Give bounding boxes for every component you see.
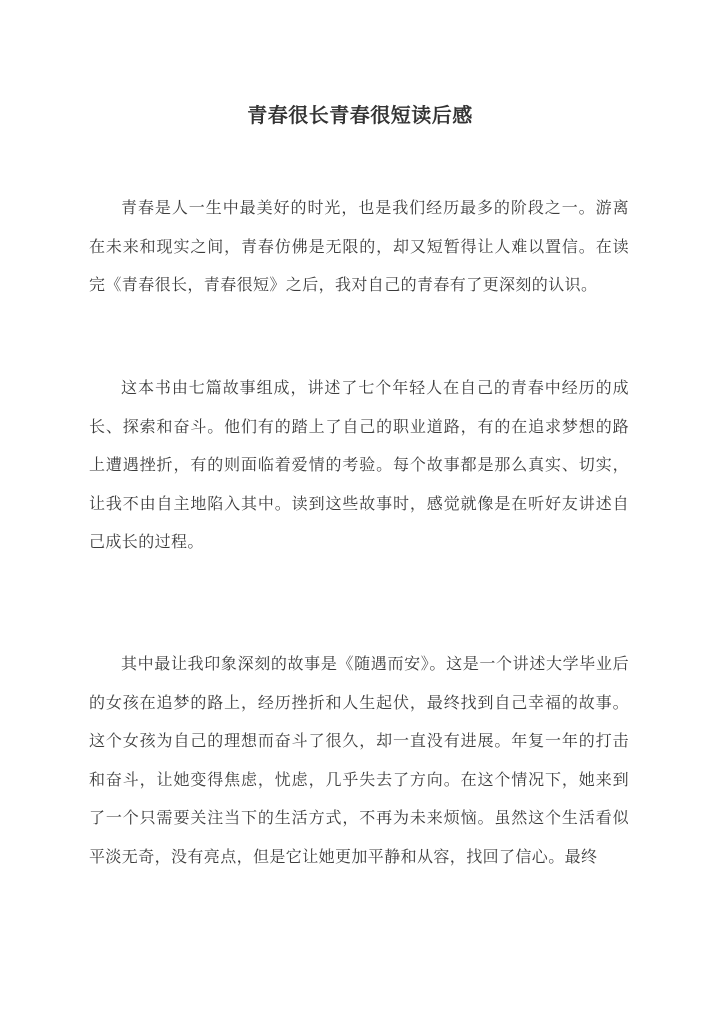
document-title: 青春很长青春很短读后感 — [247, 103, 473, 128]
paragraph-3: 其中最让我印象深刻的故事是《随遇而安》。这是一个讲述大学毕业后的女孩在追梦的路上，经历挫折和人生起伏，最终找到自己幸福的故事。这个女孩为自己的理想而奋斗了很久，却一直没有进展。年复一年的打击和奋斗，让她变得焦虑，忧虑，几乎失去了方向。在这个情况下，她来到了一个只需要关注当下的生活方式，不再为未来烦恼。虽然这个生活看似平淡无奇，没有亮点，但是它让她更加平静和从容，找回了信心。最终 — [89, 654, 629, 866]
paragraph-1: 青春是人一生中最美好的时光，也是我们经历最多的阶段之一。游离在未来和现实之间，青春仿佛是无限的，却又短暂得让人难以置信。在读完《青春很长，青春很短》之后，我对自己的青春有了更深刻的认识。 — [89, 198, 629, 294]
paragraph-2: 这本书由七篇故事组成，讲述了七个年轻人在自己的青春中经历的成长、探索和奋斗。他们有的踏上了自己的职业道路，有的在追求梦想的路上遭遇挫折，有的则面临着爱情的考验。每个故事都是那么真实、切实，让我不由自主地陷入其中。读到这些故事时，感觉就像是在听好友讲述自己成长的过程。 — [89, 378, 629, 551]
